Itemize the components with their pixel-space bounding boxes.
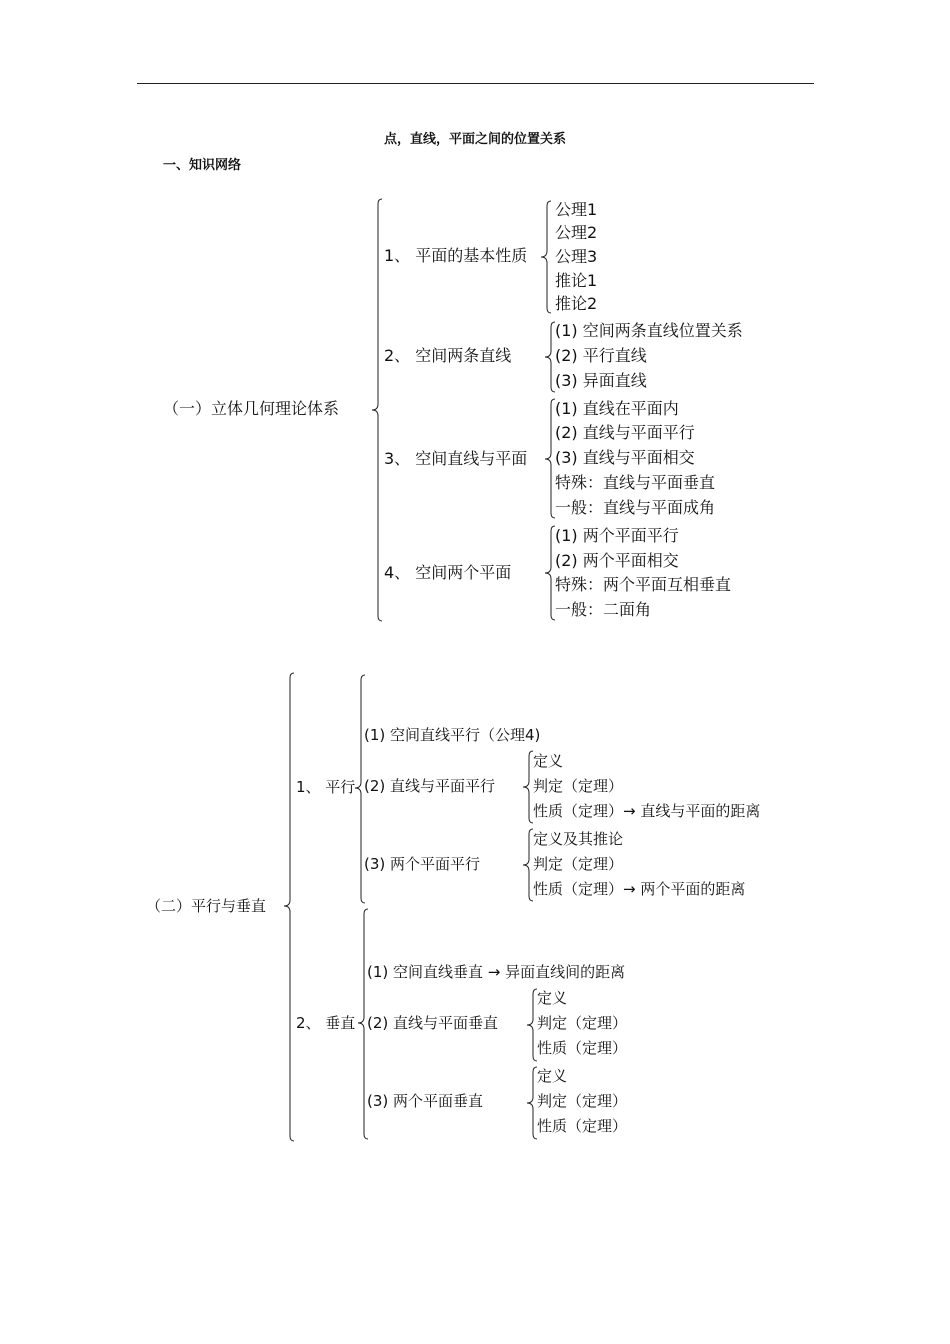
tree2-perpendicular-item-3-sub: 判定（定理） [537,1092,628,1110]
tree1-group-3-item: 特殊：直线与平面垂直 [555,473,716,492]
page-title: 点，直线，平面之间的位置关系 [383,132,566,147]
tree1-group-3-item: (1) 直线在平面内 [555,399,679,418]
tree2-parallel-item-2-sub: 定义 [533,752,564,770]
tree2-parallel-item-3-sub: 判定（定理） [533,855,624,873]
tree1-root-brace [370,198,384,622]
tree1-group-1-item: 推论1 [555,271,598,290]
section-heading: 一、知识网络 [163,158,242,173]
tree2-perpendicular-item-2-sub: 定义 [537,989,568,1007]
tree1-group-1-item: 推论2 [555,294,598,313]
tree2-perpendicular-item-2-sub: 判定（定理） [537,1014,628,1032]
tree2-root: （二）平行与垂直 [146,897,267,915]
tree2-parallel-item-2-label: (2) 直线与平面平行 [364,777,496,795]
tree2-perpendicular-item-1: (1) 空间直线垂直 → 异面直线间的距离 [367,963,626,981]
tree1-group-3-item: 一般：直线与平面成角 [555,498,716,517]
tree2-parallel-item-2-sub: 性质（定理）→ 直线与平面的距离 [533,802,761,820]
tree1-group-1-item: 公理1 [555,200,598,219]
tree2-perpendicular-item-2-sub: 性质（定理） [537,1039,628,1057]
tree2-parallel-item-3-sub: 定义及其推论 [533,830,624,848]
tree2-parallel-item-2-sub: 判定（定理） [533,777,624,795]
tree1-group-4-item: 特殊：两个平面互相垂直 [555,575,732,594]
tree1-group-3-item: (3) 直线与平面相交 [555,448,695,467]
tree1-group-3-item: (2) 直线与平面平行 [555,423,695,442]
tree1-group-4-item: (1) 两个平面平行 [555,526,679,545]
tree2-parallel-item-1: (1) 空间直线平行（公理4) [364,726,541,744]
tree1-group-1-label: 1、 平面的基本性质 [384,246,528,265]
tree2-perpendicular-item-3-label: (3) 两个平面垂直 [367,1092,484,1110]
tree2-parallel-item-3-label: (3) 两个平面平行 [364,855,481,873]
tree1-group-1-item: 公理3 [555,247,598,266]
tree1-group-3-label: 3、 空间直线与平面 [384,449,528,468]
tree2-root-brace [282,672,296,1142]
tree1-group-4-label: 4、 空间两个平面 [384,563,512,582]
tree2-perpendicular-item-3-sub: 定义 [537,1067,568,1085]
tree2-parallel-label: 1、 平行 [296,778,356,796]
tree1-group-2-item: (2) 平行直线 [555,346,647,365]
tree1-group-1-item: 公理2 [555,223,598,242]
tree1-group-4-item: 一般：二面角 [555,600,652,619]
tree1-group-4-item: (2) 两个平面相交 [555,551,679,570]
tree2-perpendicular-item-3-sub: 性质（定理） [537,1117,628,1135]
tree1-group-1-brace [539,200,553,314]
tree1-group-2-item: (3) 异面直线 [555,371,647,390]
tree1-group-2-item: (1) 空间两条直线位置关系 [555,321,743,340]
tree2-parallel-item-3-sub: 性质（定理）→ 两个平面的距离 [533,880,746,898]
tree2-perpendicular-label: 2、 垂直 [296,1014,356,1032]
tree1-root: （一）立体几何理论体系 [163,399,340,418]
tree2-perpendicular-item-2-label: (2) 直线与平面垂直 [367,1014,499,1032]
tree1-group-2-label: 2、 空间两条直线 [384,346,512,365]
header-rule [137,83,814,84]
